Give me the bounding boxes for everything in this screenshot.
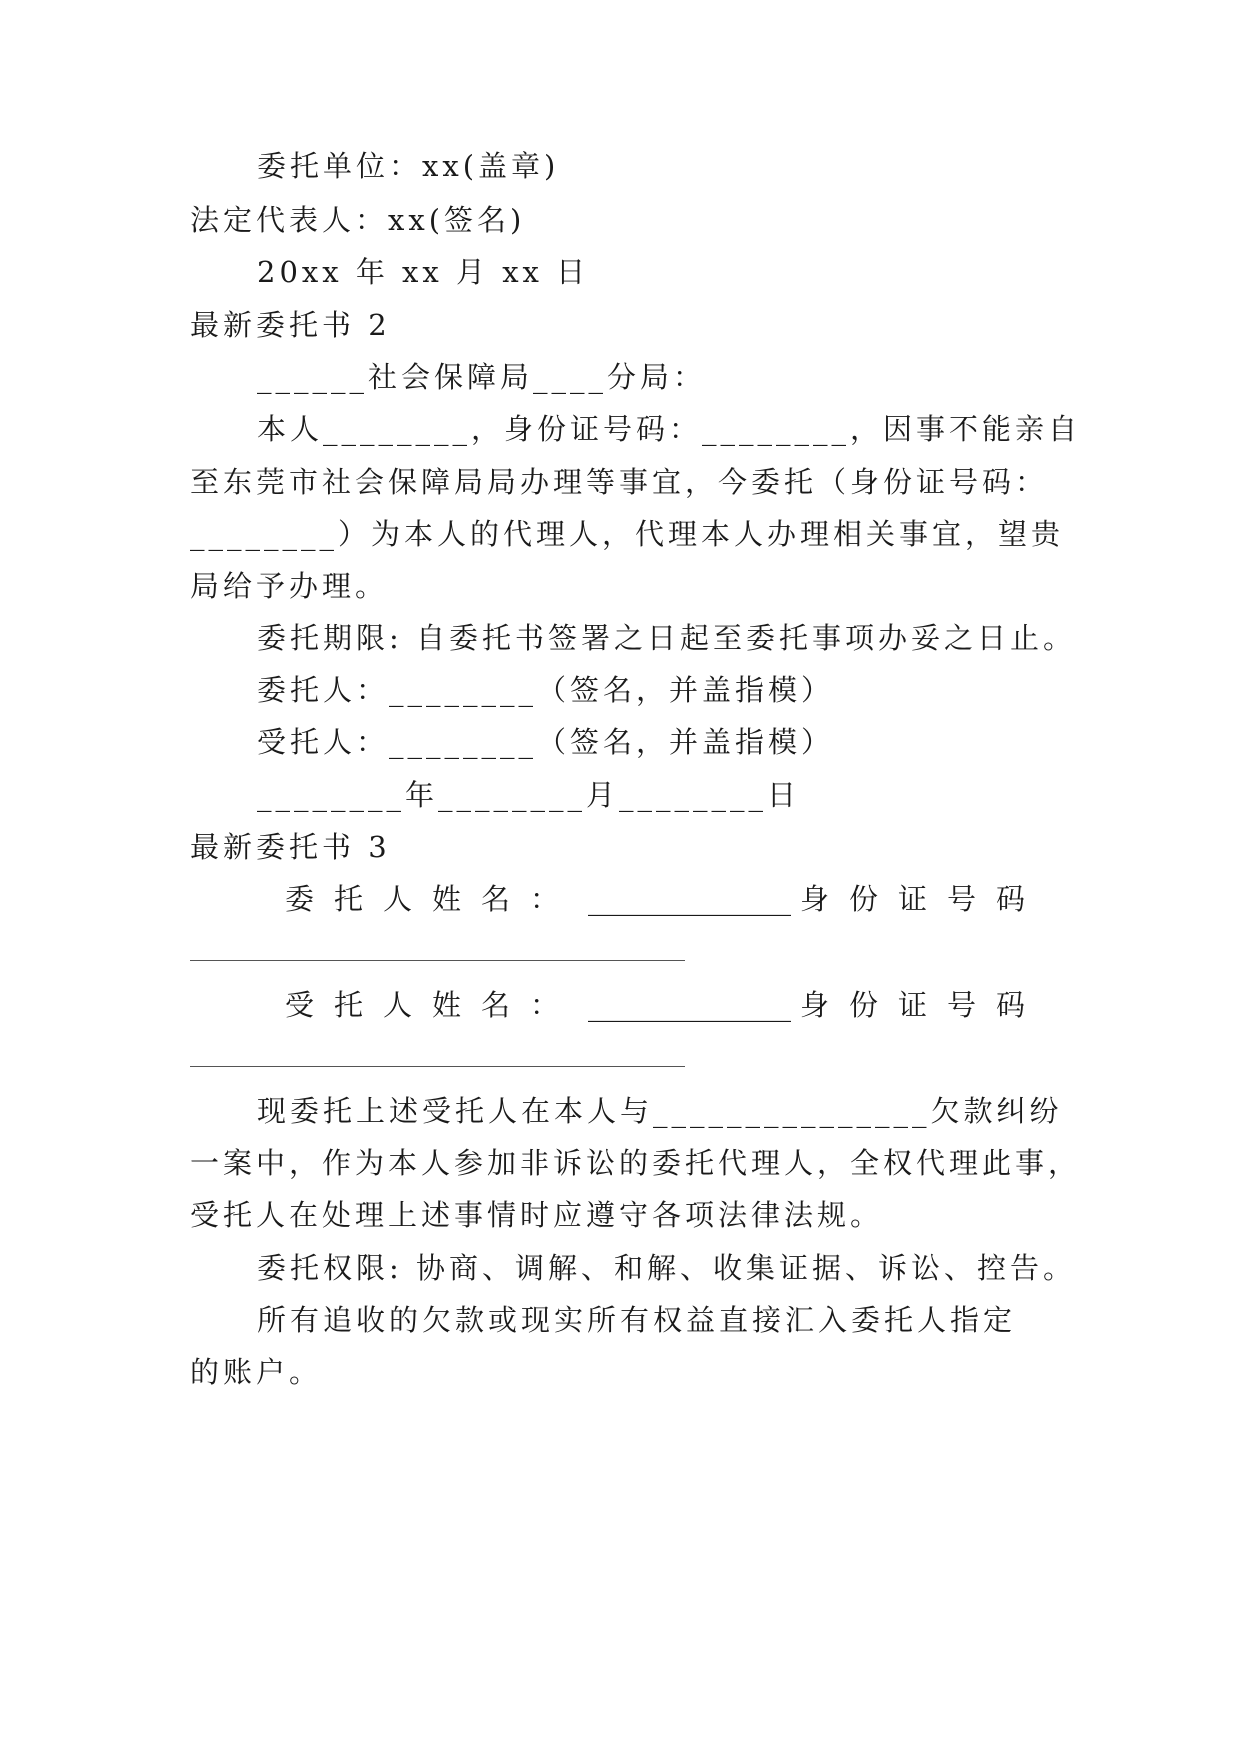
signing-date-line: 20xx 年 xx 月 xx 日 <box>257 255 590 289</box>
section3-body-line: 现委托上述受托人在本人与_______________欠款纠纷 <box>257 1094 1063 1128</box>
agent-name-blank: ______________ <box>588 988 791 1022</box>
section2-date-blank: ________年________月________日 <box>257 778 801 812</box>
agent-name-label: 受托人姓名： <box>285 988 580 1022</box>
principal-name-label: 委托人姓名： <box>285 882 580 916</box>
principal-name-row <box>285 879 1045 919</box>
section2-body-line: ________）为本人的代理人，代理本人办理相关事宜，望贵 <box>190 517 1065 551</box>
agent-name-row <box>285 985 1045 1025</box>
agent-id-underline <box>190 1066 685 1067</box>
section2-body-line: 局给予办理。 <box>190 569 389 603</box>
section3-body-line: 的账户。 <box>190 1355 323 1389</box>
section2-body-line: 本人________，身份证号码：________，因事不能亲自 <box>257 412 1082 446</box>
section3-body-line: 所有追收的欠款或现实所有权益直接汇入委托人指定 <box>257 1303 1017 1337</box>
legal-representative-line: 法定代表人：xx(签名) <box>190 203 526 237</box>
section2-agent-signature: 受托人：________（签名，并盖指模） <box>257 725 835 759</box>
section2-principal-signature: 委托人：________（签名，并盖指模） <box>257 673 835 707</box>
agent-id-label: 身份证号码 <box>799 988 1045 1022</box>
entrusting-unit-line: 委托单位：xx(盖章) <box>257 149 560 183</box>
section2-body-line: 至东莞市社会保障局局办理等事宜，今委托（身份证号码： <box>190 465 1049 499</box>
principal-name-blank: ______________ <box>588 882 791 916</box>
section2-title: 最新委托书 2 <box>190 308 391 342</box>
section2-term: 委托期限: 自委托书签署之日起至委托事项办妥之日止。 <box>257 621 1076 655</box>
section3-body-line: 受托人在处理上述事情时应遵守各项法律法规。 <box>190 1198 884 1232</box>
section3-title: 最新委托书 3 <box>190 830 391 864</box>
section3-authority: 委托权限: 协商、调解、和解、收集证据、诉讼、控告。 <box>257 1251 1076 1285</box>
principal-id-label: 身份证号码 <box>799 882 1045 916</box>
principal-id-underline <box>190 960 685 961</box>
section2-addressee: ______社会保障局____分局： <box>257 360 707 394</box>
section3-body-line: 一案中，作为本人参加非诉讼的委托代理人，全权代理此事， <box>190 1146 1082 1180</box>
